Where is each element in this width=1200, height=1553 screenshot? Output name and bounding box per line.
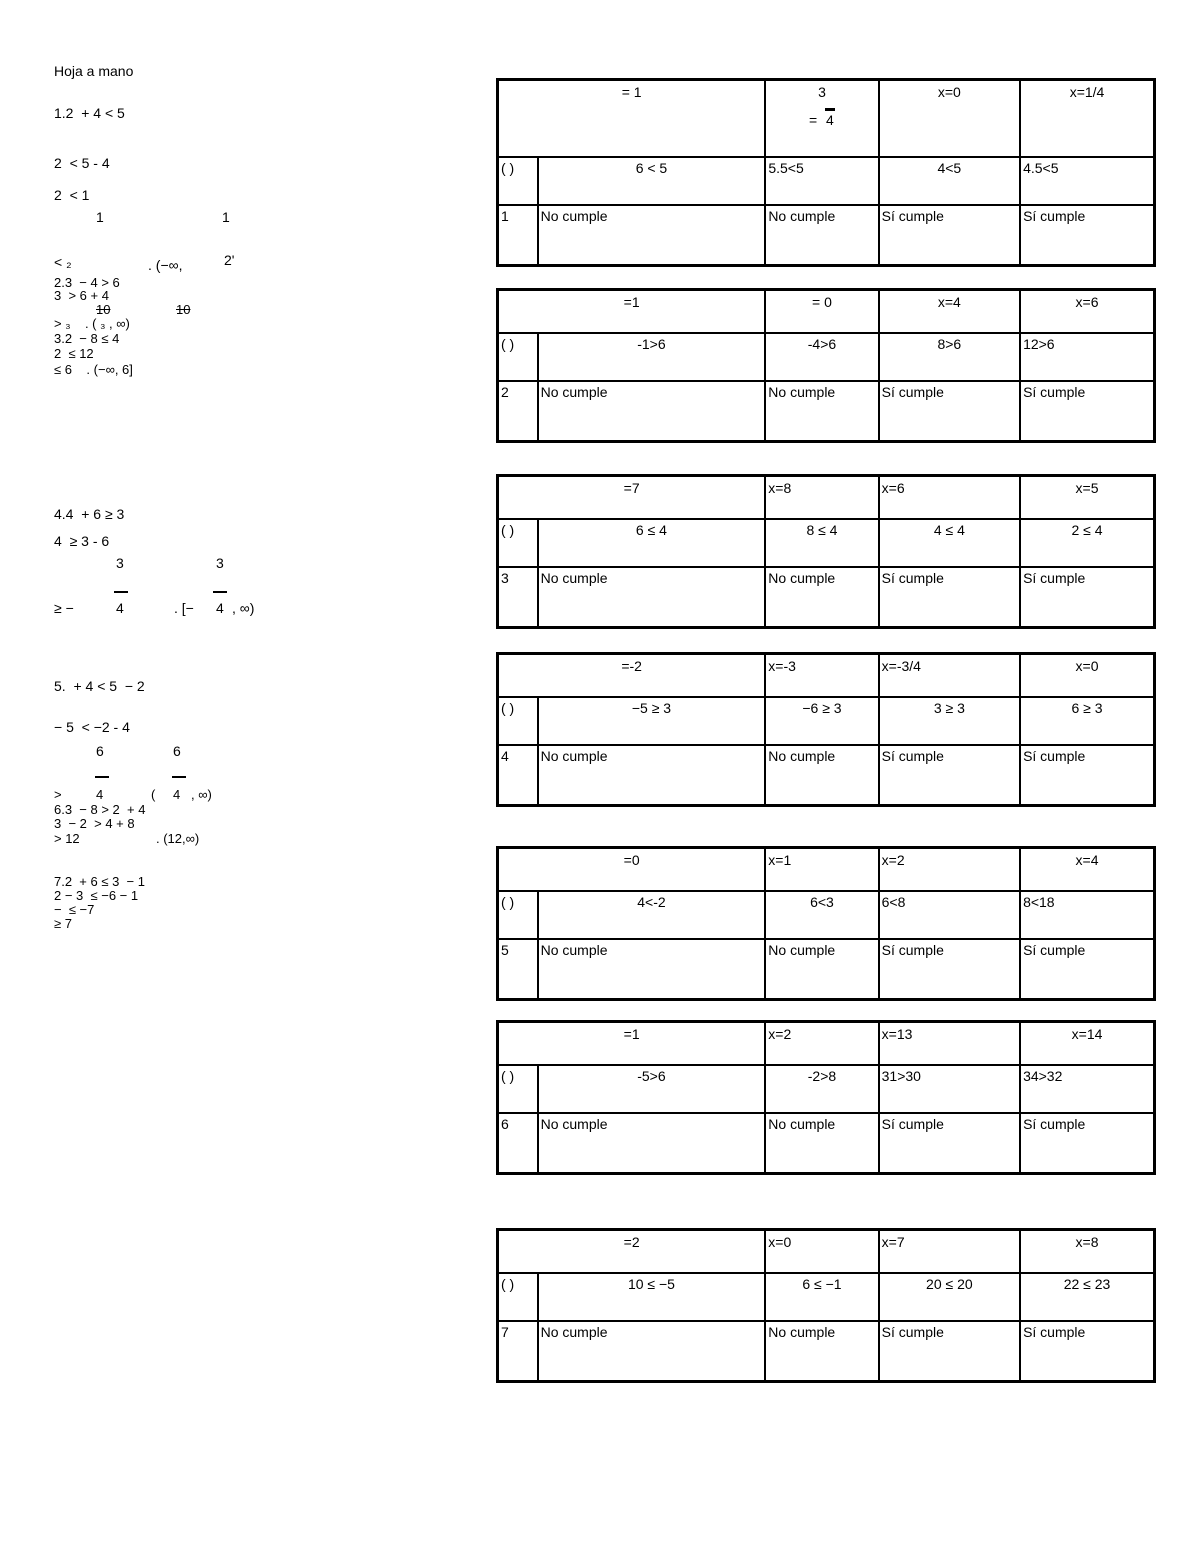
note-line: ≥ 7 [54,916,72,931]
header-cell: x=6 [879,476,1020,520]
table-row [498,654,1155,698]
result-cell: Sí cumple [1020,1113,1154,1174]
result-cell: Sí cumple [1020,1321,1154,1382]
table-row [498,290,1155,334]
header-cell: =1 [498,290,766,334]
note-line: 2 < 5 - 4 [54,155,110,171]
note-line: > [54,787,62,802]
eval-cell: 6 ≥ 3 [1020,697,1154,745]
eval-cell: -2>8 [765,1065,878,1113]
eval-cell: 6 < 5 [538,157,766,205]
eval-cell: 12>6 [1020,333,1154,381]
result-cell: No cumple [765,745,878,806]
result-cell: No cumple [765,1113,878,1174]
note-line: ( [151,787,156,802]
header-cell: x=0 [1020,654,1154,698]
result-cell: Sí cumple [1020,381,1154,442]
note-line: 4.4 + 6 ≥ 3 [54,506,125,522]
table-row [498,745,1155,806]
eval-label: ( ) [498,891,538,939]
header-fraction-den: 4 [825,108,835,128]
header-cell: x=14 [1020,1022,1154,1066]
eval-cell: 6 ≤ −1 [765,1273,878,1321]
result-cell: Sí cumple [879,939,1020,1000]
note-line: 10 [96,302,111,317]
table-row [498,1022,1155,1066]
row-number: 7 [498,1321,538,1382]
result-cell: No cumple [765,1321,878,1382]
table-row [498,80,1155,158]
fraction-bar [114,591,128,593]
note-line: 1.2 + 4 < 5 [54,105,125,121]
table-row [498,333,1155,381]
note-line: 1 [96,209,104,225]
table-row [498,1321,1155,1382]
eval-cell: 8>6 [879,333,1020,381]
verification-table-3 [496,474,1156,629]
eval-cell: 6<8 [879,891,1020,939]
eval-cell: -4>6 [765,333,878,381]
row-number: 3 [498,567,538,628]
result-cell: No cumple [765,567,878,628]
fraction-bar [172,776,186,778]
result-cell: Sí cumple [879,205,1020,266]
result-cell: Sí cumple [879,745,1020,806]
table-row [498,891,1155,939]
verification-table-2 [496,288,1156,443]
eval-cell: -5>6 [538,1065,766,1113]
verification-table-1 [496,78,1156,267]
note-line: 5. + 4 < 5 − 2 [54,678,145,694]
table-row [498,1230,1155,1274]
eval-cell: 5.5<5 [765,157,878,205]
note-line: 6 [96,743,104,759]
table-row [498,381,1155,442]
header-fraction-num: 3 [818,84,826,100]
result-cell: Sí cumple [1020,205,1154,266]
eval-cell: 10 ≤ −5 [538,1273,766,1321]
result-cell: No cumple [538,567,766,628]
eval-cell: 4 ≤ 4 [879,519,1020,567]
header-cell: x=13 [879,1022,1020,1066]
note-line: 4 [116,600,124,616]
table-row [498,519,1155,567]
note-line: > ₃ . ( ₃ , ∞) [54,316,130,331]
eval-label: ( ) [498,333,538,381]
header-cell: =1 [498,1022,766,1066]
header-fraction [768,108,875,128]
header-cell: x=7 [879,1230,1020,1274]
fraction-bar [213,591,227,593]
table-row [498,1065,1155,1113]
header-cell: = 1 [498,80,766,158]
table-row [498,476,1155,520]
note-line: 2 < 1 [54,187,90,203]
eval-label: ( ) [498,157,538,205]
result-cell: Sí cumple [1020,567,1154,628]
result-cell: No cumple [765,939,878,1000]
result-cell: No cumple [765,381,878,442]
verification-table-5 [496,846,1156,1001]
eval-cell: 6 ≤ 4 [538,519,766,567]
note-line: 3.2 − 8 ≤ 4 [54,331,120,346]
result-cell: Sí cumple [1020,939,1154,1000]
header-cell: x=2 [765,1022,878,1066]
eval-cell: 20 ≤ 20 [879,1273,1020,1321]
table-row [498,567,1155,628]
result-cell: Sí cumple [879,381,1020,442]
note-line: , ∞) [191,787,212,802]
note-line: 6 [173,743,181,759]
header-cell: x=1/4 [1020,80,1154,158]
eval-cell: 3 ≥ 3 [879,697,1020,745]
eval-cell: 8 ≤ 4 [765,519,878,567]
eval-cell: -1>6 [538,333,766,381]
eval-cell: 2 ≤ 4 [1020,519,1154,567]
note-line: 3 > 6 + 4 [54,288,109,303]
eval-cell: 34>32 [1020,1065,1154,1113]
table-row [498,157,1155,205]
result-cell: No cumple [538,745,766,806]
note-line: − ≤ −7 [54,902,95,917]
note-line: 7.2 + 6 ≤ 3 − 1 [54,874,145,889]
note-line: 3 [216,555,224,571]
note-line: 2.3 − 4 > 6 [54,275,120,290]
note-line: . (−∞, [148,257,183,273]
verification-table-7 [496,1228,1156,1383]
note-line: 10 [176,302,191,317]
eval-cell: 22 ≤ 23 [1020,1273,1154,1321]
row-number: 1 [498,205,538,266]
result-cell: No cumple [538,205,766,266]
eval-cell: 6<3 [765,891,878,939]
eval-cell: 8<18 [1020,891,1154,939]
verification-table-4 [496,652,1156,807]
header-cell: =0 [498,848,766,892]
header-cell: =-2 [498,654,766,698]
row-number: 4 [498,745,538,806]
note-line: 2 − 3 ≤ −6 − 1 [54,888,139,903]
note-line: 6.3 − 8 > 2 + 4 [54,802,146,817]
header-cell: x=4 [1020,848,1154,892]
note-line: 2 ≤ 12 [54,346,94,361]
result-cell: No cumple [538,1321,766,1382]
eval-label: ( ) [498,1065,538,1113]
result-cell: Sí cumple [879,1113,1020,1174]
note-line: . (12,∞) [156,831,200,846]
table-row [498,205,1155,266]
note-line: − 5 < −2 - 4 [54,719,130,735]
note-line: 4 [173,787,181,802]
result-cell: Sí cumple [879,567,1020,628]
header-cell: x=1 [765,848,878,892]
header-cell [765,80,878,158]
table-row [498,697,1155,745]
eval-cell: 31>30 [879,1065,1020,1113]
header-cell: x=2 [879,848,1020,892]
eval-cell: −5 ≥ 3 [538,697,766,745]
note-line: . [− [174,600,194,616]
note-line: 3 [116,555,124,571]
header-cell: x=0 [765,1230,878,1274]
table-row [498,939,1155,1000]
note-line: < ₂ [54,254,72,270]
page-heading: Hoja a mano [54,63,134,79]
result-cell: Sí cumple [879,1321,1020,1382]
table-row [498,1273,1155,1321]
header-cell: =7 [498,476,766,520]
header-cell: =2 [498,1230,766,1274]
table-row [498,1113,1155,1174]
row-number: 2 [498,381,538,442]
header-cell: = 0 [765,290,878,334]
result-cell: No cumple [538,939,766,1000]
note-line: > 12 [54,831,80,846]
header-cell: x=8 [1020,1230,1154,1274]
note-line: 3 − 2 > 4 + 8 [54,816,135,831]
table-row [498,848,1155,892]
header-cell: x=5 [1020,476,1154,520]
result-cell: Sí cumple [1020,745,1154,806]
eval-cell: −6 ≥ 3 [765,697,878,745]
header-cell: x=8 [765,476,878,520]
note-line: ≥ − [54,600,74,616]
note-line: 4 [216,600,224,616]
header-cell: x=6 [1020,290,1154,334]
result-cell: No cumple [538,1113,766,1174]
header-fraction-eq: = [808,112,818,128]
result-cell: No cumple [538,381,766,442]
eval-label: ( ) [498,697,538,745]
eval-cell: 4<5 [879,157,1020,205]
eval-label: ( ) [498,1273,538,1321]
eval-cell: 4<-2 [538,891,766,939]
header-cell: x=4 [879,290,1020,334]
note-line: 2' [224,252,235,268]
note-line: 4 ≥ 3 - 6 [54,533,110,549]
row-number: 6 [498,1113,538,1174]
note-line: , ∞) [232,600,255,616]
note-line: 1 [222,209,230,225]
eval-label: ( ) [498,519,538,567]
eval-cell: 4.5<5 [1020,157,1154,205]
note-line: 4 [96,787,104,802]
header-cell: x=-3 [765,654,878,698]
header-cell: x=0 [879,80,1020,158]
header-cell: x=-3/4 [879,654,1020,698]
row-number: 5 [498,939,538,1000]
result-cell: No cumple [765,205,878,266]
note-line: ≤ 6 . (−∞, 6] [54,362,133,377]
fraction-bar [95,776,109,778]
verification-table-6 [496,1020,1156,1175]
